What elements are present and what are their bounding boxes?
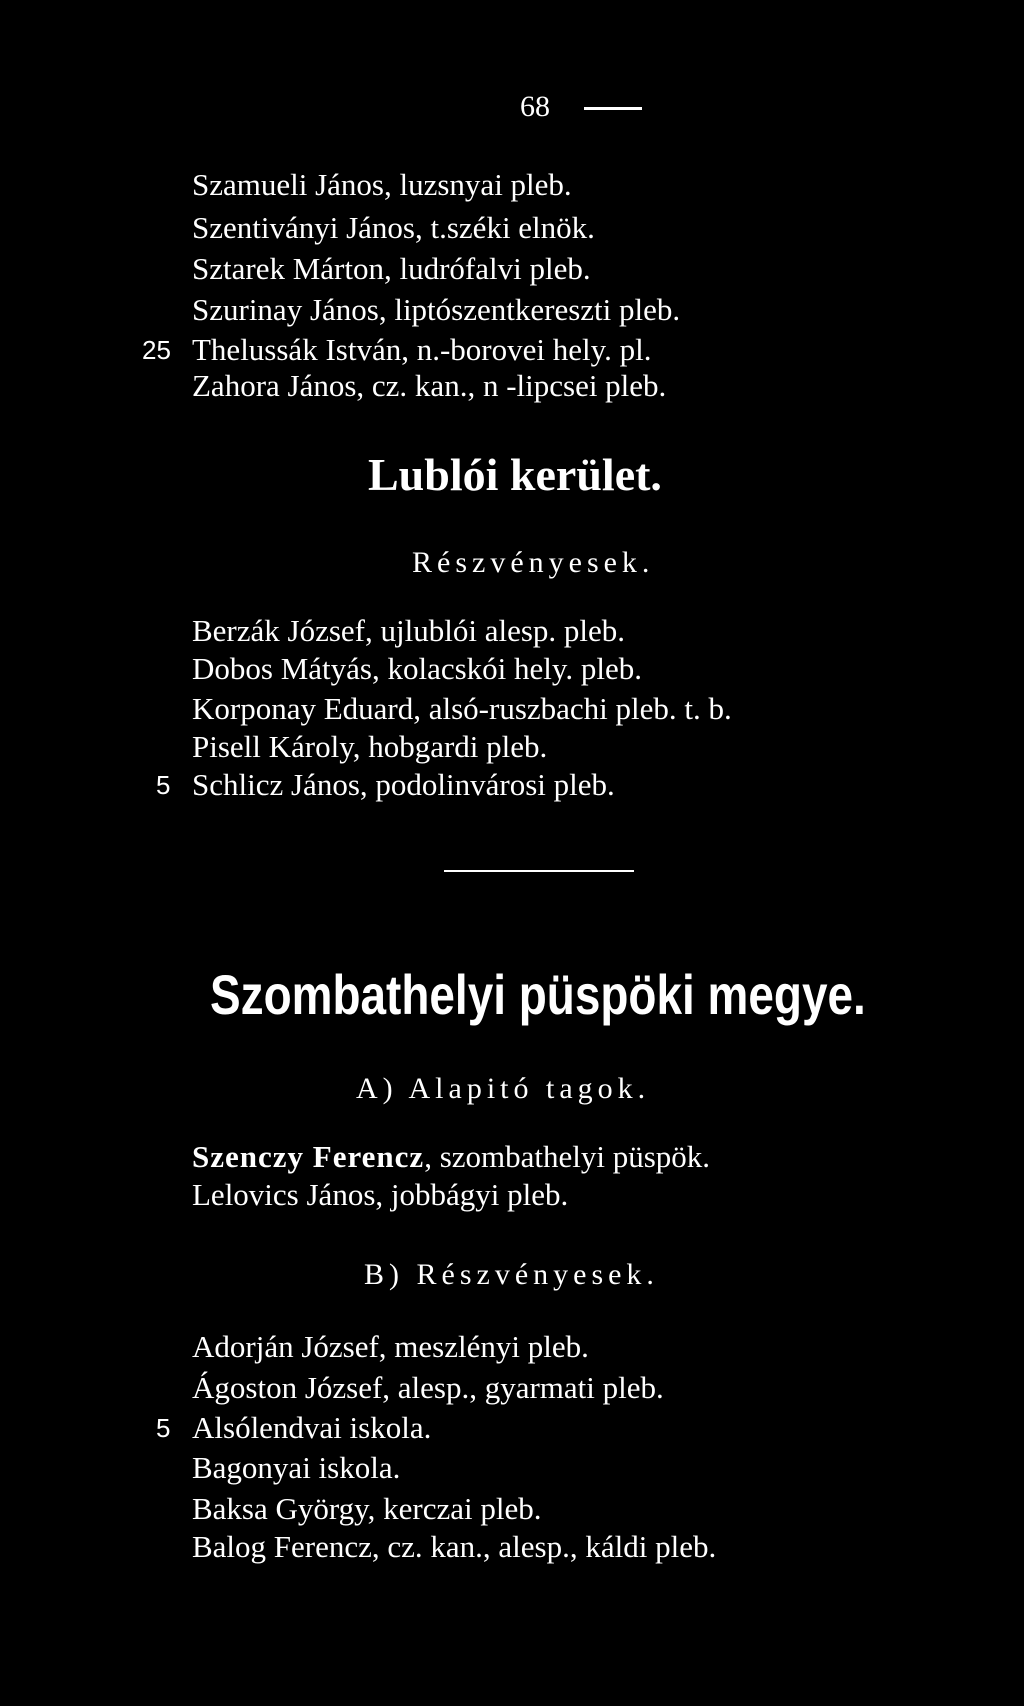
- list-item: Szentiványi János, t.széki elnök.: [192, 210, 595, 245]
- page-number-dash: [584, 107, 642, 110]
- line-number: 25: [142, 335, 171, 365]
- list-item: Ágoston József, alesp., gyarmati pleb.: [192, 1370, 664, 1405]
- list-item: Szurinay János, liptószentkereszti pleb.: [192, 292, 681, 327]
- list-item: Adorján József, meszlényi pleb.: [192, 1329, 589, 1364]
- list-item: Thelussák István, n.-borovei hely. pl.: [192, 332, 652, 367]
- list-item: Dobos Mátyás, kolacskói hely. pleb.: [192, 651, 642, 686]
- list-item: Sztarek Márton, ludrófalvi pleb.: [192, 251, 591, 286]
- founder-name: Szenczy Ferencz: [192, 1139, 425, 1174]
- founder-title: , szombathelyi püspök.: [424, 1139, 711, 1174]
- page-number: 68: [520, 90, 550, 123]
- list-item: Pisell Károly, hobgardi pleb.: [192, 729, 548, 764]
- diocese-title: Szombathelyi püspöki megye.: [210, 963, 866, 1026]
- line-number: 5: [156, 770, 171, 800]
- section-divider: [444, 870, 634, 872]
- section-subtitle: Részvényesek.: [412, 546, 655, 579]
- list-item: Lelovics János, jobbágyi pleb.: [192, 1177, 569, 1212]
- list-item: Berzák József, ujlublói alesp. pleb.: [192, 613, 626, 648]
- list-item: Korponay Eduard, alsó-ruszbachi pleb. t. b.: [192, 691, 732, 726]
- list-item: Baksa György, kerczai pleb.: [192, 1491, 542, 1526]
- line-number: 5: [156, 1413, 171, 1443]
- shareholders-label: B) Részvényesek.: [364, 1258, 659, 1291]
- list-item: Bagonyai iskola.: [192, 1450, 401, 1485]
- founders-label: A) Alapitó tagok.: [356, 1072, 651, 1105]
- list-item: [192, 1138, 710, 1176]
- list-item: Alsólendvai iskola.: [192, 1410, 432, 1445]
- list-item: Balog Ferencz, cz. kan., alesp., káldi pleb.: [192, 1529, 717, 1564]
- list-item: Schlicz János, podolinvárosi pleb.: [192, 767, 615, 802]
- list-item: Zahora János, cz. kan., n -lipcsei pleb.: [192, 368, 667, 403]
- district-title: Lublói kerület.: [368, 449, 662, 500]
- list-item: Szamueli János, luzsnyai pleb.: [192, 167, 572, 202]
